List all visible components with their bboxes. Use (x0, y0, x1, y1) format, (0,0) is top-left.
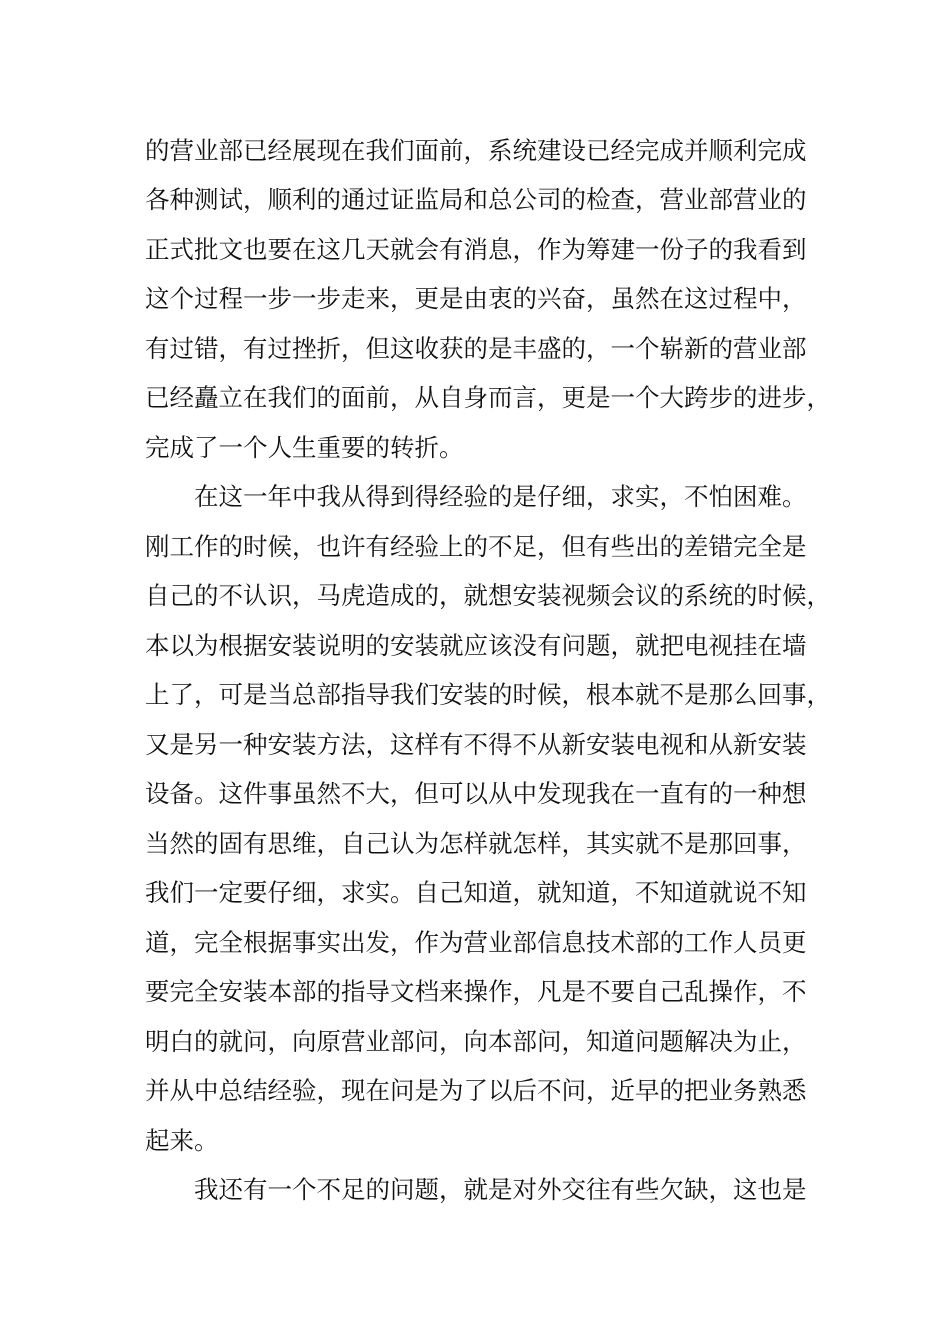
text-line: 正式批文也要在这几天就会有消息，作为筹建一份子的我看到 (145, 235, 807, 264)
text-line: 的营业部已经展现在我们面前，系统建设已经完成并顺利完成 (145, 136, 807, 165)
text-line: 又是另一种安装方法，这样有不得不从新安装电视和从新安装 (145, 730, 807, 759)
text-line: 本以为根据安装说明的安装就应该没有问题，就把电视挂在墙 (145, 631, 807, 660)
text-line: 当然的固有思维，自己认为怎样就怎样，其实就不是那回事， (145, 829, 807, 858)
text-line: 明白的就问，向原营业部问，向本部问，知道问题解决为止， (145, 1027, 807, 1056)
text-line: 上了，可是当总部指导我们安装的时候，根本就不是那么回事， (145, 680, 831, 709)
text-line: 起来。 (145, 1126, 219, 1155)
text-line: 道，完全根据事实出发，作为营业部信息技术部的工作人员更 (145, 928, 807, 957)
text-line: 这个过程一步一步走来，更是由衷的兴奋，虽然在这过程中， (145, 284, 807, 313)
text-line: 刚工作的时候，也许有经验上的不足，但有些出的差错完全是 (145, 532, 807, 561)
text-line: 自己的不认识，马虎造成的，就想安装视频会议的系统的时候， (145, 581, 831, 610)
text-line: 有过错，有过挫折，但这收获的是丰盛的，一个崭新的营业部 (145, 334, 807, 363)
paragraph-first-line: 我还有一个不足的问题，就是对外交往有些欠缺，这也是 (194, 1175, 807, 1204)
text-line: 完成了一个人生重要的转折。 (145, 433, 464, 462)
text-line: 并从中总结经验，现在问是为了以后不问，近早的把业务熟悉 (145, 1076, 807, 1105)
text-line: 我们一定要仔细，求实。自己知道，就知道，不知道就说不知 (145, 878, 807, 907)
text-line: 要完全安装本部的指导文档来操作，凡是不要自己乱操作，不 (145, 977, 807, 1006)
text-line: 设备。这件事虽然不大，但可以从中发现我在一直有的一种想 (145, 779, 807, 808)
text-line: 各种测试，顺利的通过证监局和总公司的检查，营业部营业的 (145, 185, 807, 214)
paragraph-first-line: 在这一年中我从得到得经验的是仔细，求实，不怕困难。 (194, 482, 807, 511)
text-line: 已经矗立在我们的面前，从自身而言，更是一个大跨步的进步， (145, 383, 831, 412)
